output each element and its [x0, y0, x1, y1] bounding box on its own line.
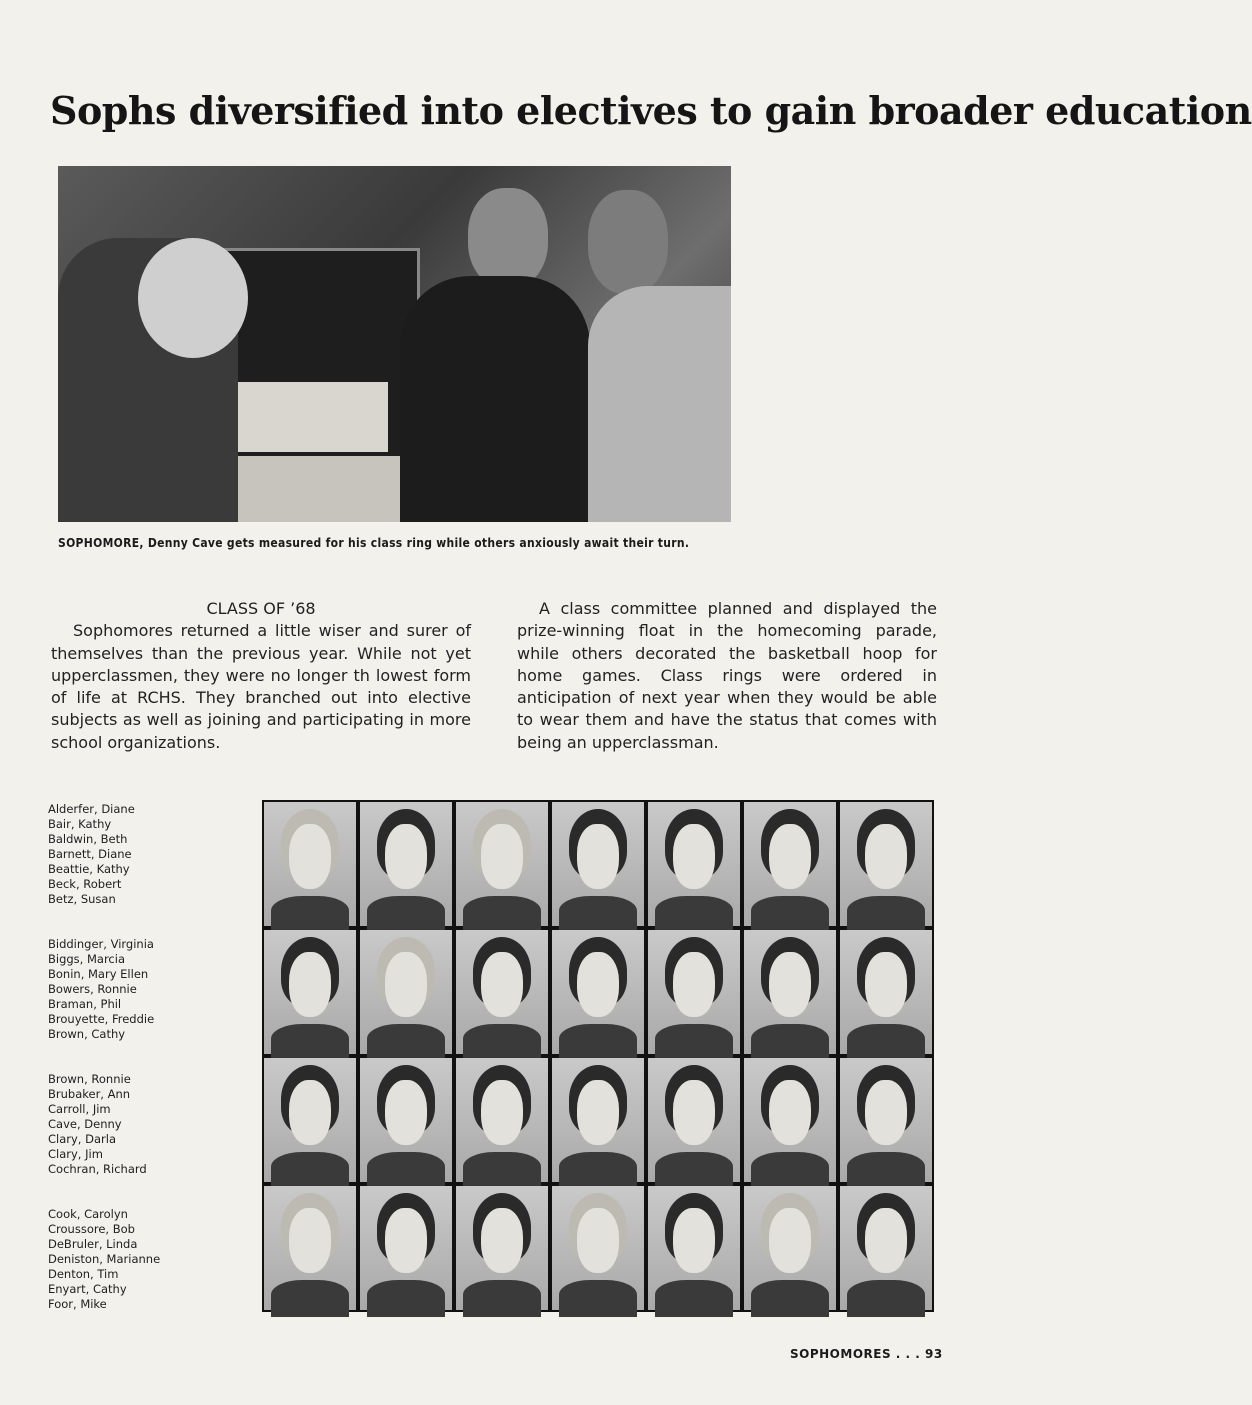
- woman-head: [138, 238, 248, 358]
- student-portrait: [552, 802, 644, 926]
- student-portrait: [552, 930, 644, 1054]
- student-portrait: [264, 802, 356, 926]
- student-name: Clary, Darla: [48, 1132, 116, 1146]
- student-portrait: [552, 1186, 644, 1310]
- student-portrait: [840, 930, 932, 1054]
- student-name: Foor, Mike: [48, 1297, 107, 1311]
- student-portrait: [648, 1186, 740, 1310]
- student-name: Bonin, Mary Ellen: [48, 967, 149, 981]
- page-footer: SOPHOMORES . . . 93: [790, 1347, 943, 1361]
- student-name: Enyart, Cathy: [48, 1282, 127, 1296]
- student-name: Brown, Cathy: [48, 1027, 126, 1041]
- article-column-left: [51, 598, 471, 754]
- student-name: Biddinger, Virginia: [48, 937, 154, 951]
- student-name: Bair, Kathy: [48, 817, 112, 831]
- student-name: Brouyette, Freddie: [48, 1012, 155, 1026]
- student-portrait: [648, 802, 740, 926]
- student-portrait: [456, 802, 548, 926]
- student-portrait: [744, 802, 836, 926]
- student-portrait: [456, 1058, 548, 1182]
- student-portrait: [456, 930, 548, 1054]
- student-portrait: [840, 1058, 932, 1182]
- student-name: Beattie, Kathy: [48, 862, 130, 876]
- page-headline: Sophs diversified into electives to gain broader education: [50, 88, 1252, 133]
- article-paragraph-1: Sophomores returned a little wiser and surer of themselves than the previous year. While not yet upperclassmen, they were no longer th lowest form of life at RCHS. They branched out into elective subjects as well as joining and participating in more school organizations.: [51, 621, 471, 752]
- student-name: Beck, Robert: [48, 877, 122, 891]
- man-head: [468, 188, 548, 288]
- student-portrait: [744, 1058, 836, 1182]
- student-name: Cochran, Richard: [48, 1162, 147, 1176]
- student-portrait: [264, 930, 356, 1054]
- article-paragraph-2: A class committee planned and displayed the prize-winning float in the homecoming parade, while others decorated the basketball hoop for home games. Class rings were ordered in anticipation of next year when they would be able to wear them and have the status that comes with being an upperclassman.: [517, 599, 937, 752]
- student-name: Croussore, Bob: [48, 1222, 135, 1236]
- name-list-row-2: [48, 937, 258, 1042]
- student-portrait: [360, 930, 452, 1054]
- name-list-row-3: [48, 1072, 258, 1177]
- student-portrait: [840, 802, 932, 926]
- student-portrait: [552, 1058, 644, 1182]
- student-portrait: [456, 1186, 548, 1310]
- student-portrait: [744, 1186, 836, 1310]
- student-name: Brown, Ronnie: [48, 1072, 131, 1086]
- student-portrait: [360, 1058, 452, 1182]
- student-name: Brubaker, Ann: [48, 1087, 131, 1101]
- student-portrait: [648, 1058, 740, 1182]
- student-name: Betz, Susan: [48, 892, 116, 906]
- student-name: Baldwin, Beth: [48, 832, 128, 846]
- student-head: [588, 190, 668, 294]
- student-name: Bowers, Ronnie: [48, 982, 137, 996]
- article-subhead: CLASS OF ’68: [206, 599, 316, 618]
- portrait-grid: [262, 800, 934, 1312]
- student-portrait: [744, 930, 836, 1054]
- student-portrait: [264, 1058, 356, 1182]
- student-name: Deniston, Marianne: [48, 1252, 161, 1266]
- student-name: Cave, Denny: [48, 1117, 122, 1131]
- name-list-row-4: [48, 1207, 258, 1312]
- student-name: Clary, Jim: [48, 1147, 103, 1161]
- student-figure: [588, 286, 731, 522]
- student-name: Alderfer, Diane: [48, 802, 135, 816]
- student-portrait: [264, 1186, 356, 1310]
- student-portrait: [840, 1186, 932, 1310]
- student-name: Barnett, Diane: [48, 847, 132, 861]
- student-portrait: [648, 930, 740, 1054]
- name-list-row-1: [48, 802, 258, 907]
- student-portrait: [360, 1186, 452, 1310]
- student-name: Braman, Phil: [48, 997, 122, 1011]
- student-name: Biggs, Marcia: [48, 952, 125, 966]
- article-column-right: [517, 598, 937, 754]
- class-ring-photo: [58, 166, 731, 522]
- student-name: DeBruler, Linda: [48, 1237, 138, 1251]
- student-name: Denton, Tim: [48, 1267, 119, 1281]
- student-name: Cook, Carolyn: [48, 1207, 128, 1221]
- man-figure: [400, 276, 590, 522]
- photo-caption: SOPHOMORE, Denny Cave gets measured for his class ring while others anxiously await their turn.: [58, 536, 690, 550]
- student-name: Carroll, Jim: [48, 1102, 111, 1116]
- student-portrait: [360, 802, 452, 926]
